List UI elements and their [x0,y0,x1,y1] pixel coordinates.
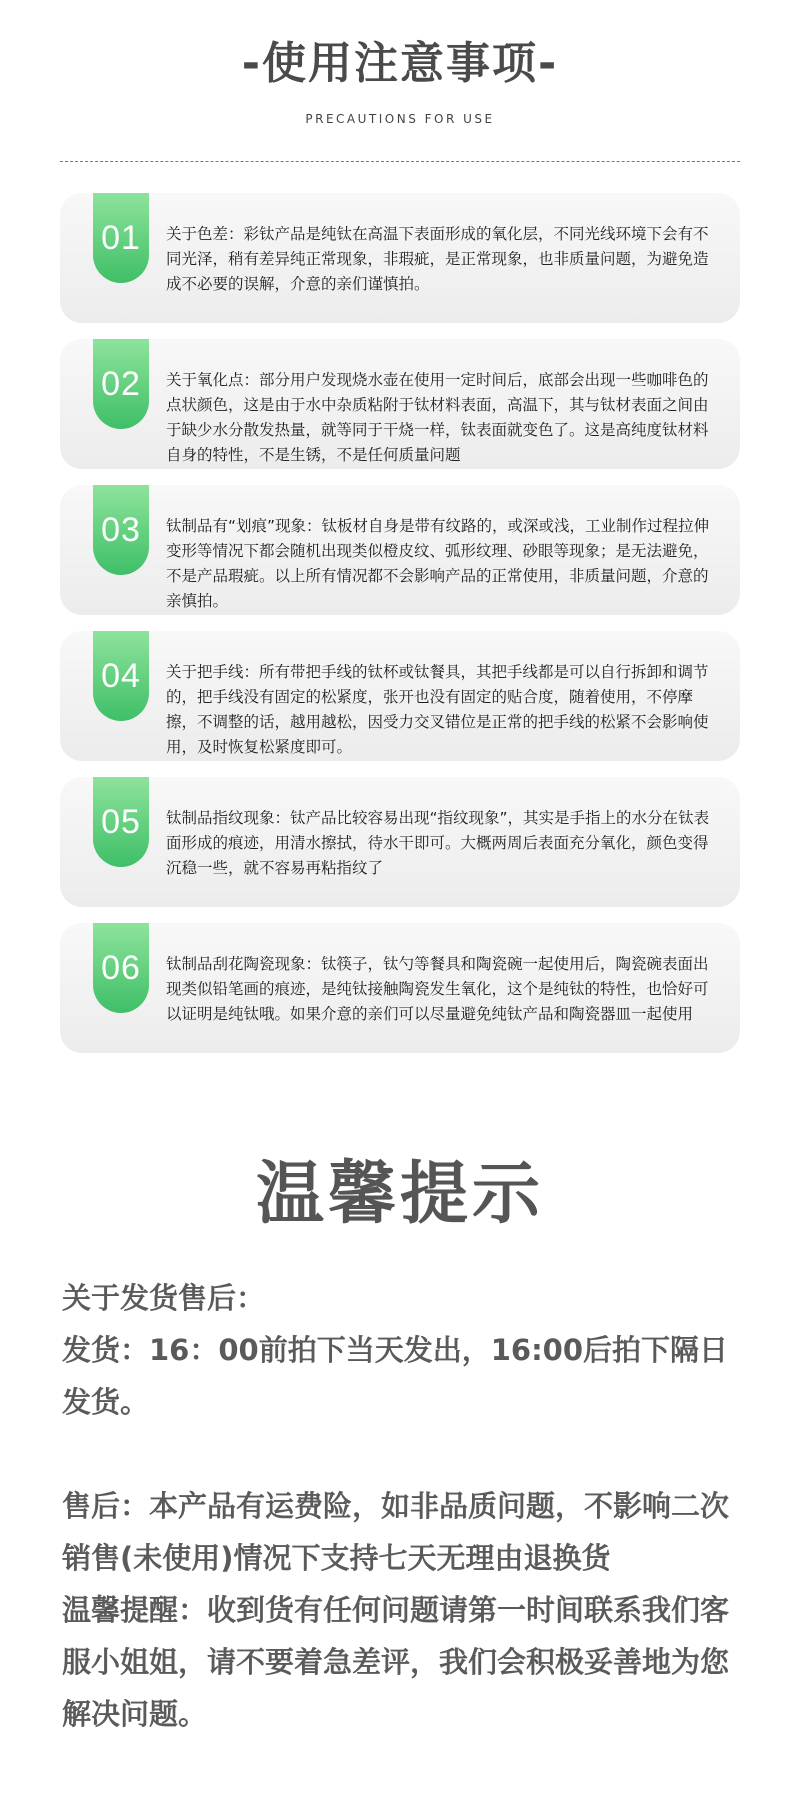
precaution-text: 关于把手线：所有带把手线的钛杯或钛餐具，其把手线都是可以自行拆卸和调节的，把手线没有固定的松紧度，张开也没有固定的贴合度，随着使用，不停摩擦，不调整的话，越用越松，因受力交叉错位是正常的把手线的松紧不会影响使用，及时恢复松紧度即可。 [166,663,709,756]
precaution-card-05 [60,777,740,907]
precaution-text: 钛制品有“划痕”现象：钛板材自身是带有纹路的，或深或浅，工业制作过程拉伸变形等情况下都会随机出现类似橙皮纹、弧形纹理、砂眼等现象；是无法避免，不是产品瑕疵。以上所有情况都不会影响产品的正常使用，非质量问题，介意的亲慎拍。 [166,517,710,610]
number-badge: 05 [93,777,149,867]
precaution-card-01 [60,193,740,323]
number-badge: 06 [93,923,149,1013]
tips-title: 温馨提示 [255,1155,544,1234]
page-title: -使用注意事项- [241,38,559,89]
precaution-card-03 [60,485,740,615]
dashed-divider [60,161,740,162]
number-badge: 04 [93,631,149,721]
precaution-card-04 [60,631,740,761]
shipping-info: 发货：16：00前拍下当天发出，16:00后拍下隔日发货。 [62,1333,729,1419]
precaution-card-06 [60,923,740,1053]
precaution-card-02 [60,339,740,469]
precaution-text: 关于氧化点：部分用户发现烧水壶在使用一定时间后，底部会出现一些咖啡色的点状颜色，这是由于水中杂质粘附于钛材料表面，高温下，其与钛材表面之间由于缺少水分散发热量，就等同于干烧一样，钛表面就变色了。这是高纯度钛材料自身的特性，不是生锈，不是任何质量问题 [166,371,709,464]
reminder-info: 温馨提醒：收到货有任何问题请第一时间联系我们客服小姐姐，请不要着急差评，我们会积极妥善地为您解决问题。 [62,1593,730,1731]
header [0,36,800,126]
shipping-heading: 关于发货售后： [62,1281,266,1315]
spacer [62,1428,752,1480]
precautions-list [60,193,740,1069]
number-badge: 01 [93,193,149,283]
number-badge: 03 [93,485,149,575]
precaution-text: 关于色差：彩钛产品是纯钛在高温下表面形成的氧化层，不同光线环境下会有不同光泽，稍有差异纯正常现象，非瑕疵，是正常现象，也非质量问题，为避免造成不必要的误解，介意的亲们谨慎拍。 [166,225,709,293]
number-badge: 02 [93,339,149,429]
tips-body [62,1272,752,1740]
page-subtitle: PRECAUTIONS FOR USE [305,112,495,126]
precaution-text: 钛制品指纹现象：钛产品比较容易出现“指纹现象”，其实是手指上的水分在钛表面形成的痕迹，用清水擦拭，待水干即可。大概两周后表面充分氧化，颜色变得沉稳一些，就不容易再粘指纹了 [166,809,710,877]
after-sales-info: 售后：本产品有运费险，如非品质问题，不影响二次销售(未使用)情况下支持七天无理由退换货 [62,1489,730,1575]
precaution-text: 钛制品刮花陶瓷现象：钛筷子，钛勺等餐具和陶瓷碗一起使用后，陶瓷碗表面出现类似铅笔画的痕迹，是纯钛接触陶瓷发生氧化，这个是纯钛的特性，也恰好可以证明是纯钛哦。如果介意的亲们可以尽量避免纯钛产品和陶瓷器皿一起使用 [166,955,709,1023]
